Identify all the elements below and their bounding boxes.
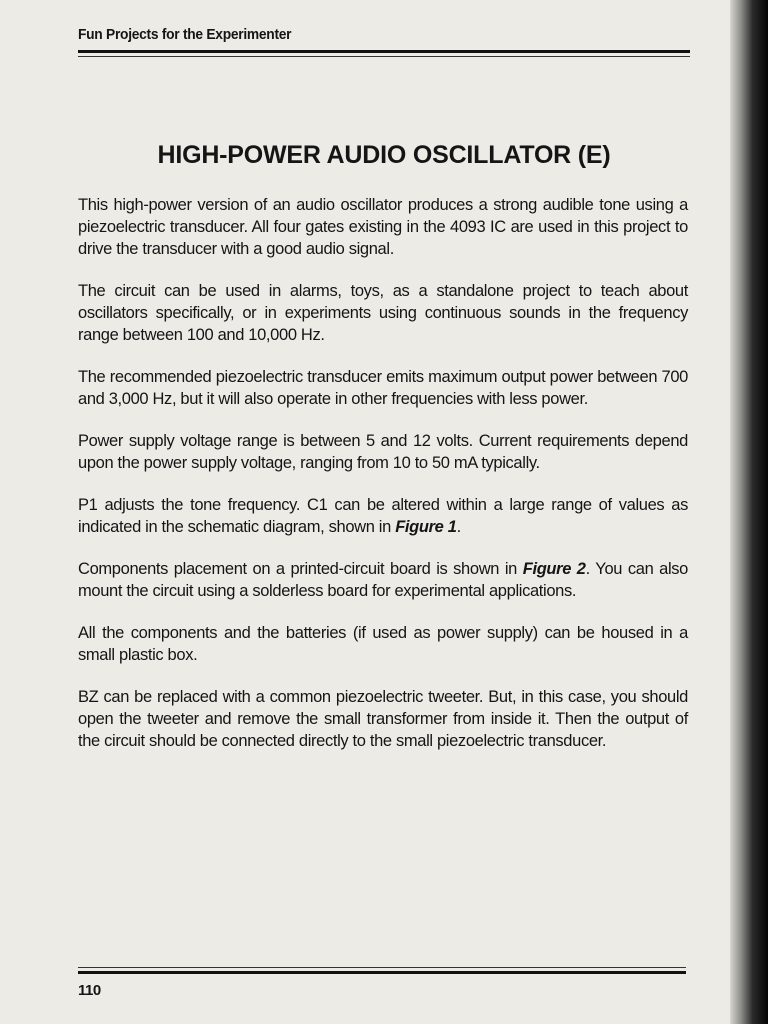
footer-rule-thin — [78, 967, 686, 968]
page-number: 110 — [78, 982, 101, 999]
paragraph-adjustment — [78, 494, 688, 538]
page-edge-shadow — [730, 0, 768, 1024]
paragraph-placement-text: Components placement on a printed-circuit board is shown in — [78, 560, 523, 578]
paragraph-tweeter: BZ can be replaced with a common piezoelectric tweeter. But, in this case, you should open the tweeter and remove the small transformer from inside it. Then the output of the circuit should be connected directly to the small piezoelectric transducer. — [78, 688, 688, 750]
body-text — [78, 194, 688, 772]
paragraph-applications: The circuit can be used in alarms, toys, as a standalone project to teach about oscillators specifically, or in experiments using continuous sounds in the frequency range between 100 and 10,000 Hz. — [78, 282, 688, 344]
paragraph-intro: This high-power version of an audio oscillator produces a strong audible tone using a piezoelectric transducer. All four gates existing in the 4093 IC are used in this project to drive the transducer with a good audio signal. — [78, 196, 688, 258]
paragraph-placement — [78, 558, 688, 602]
paragraph-transducer: The recommended piezoelectric transducer emits maximum output power between 700 and 3,000 Hz, but it will also operate in other frequencies with less power. — [78, 368, 688, 408]
figure-2-reference: Figure 2 — [522, 560, 586, 578]
header-rule-thick — [78, 50, 690, 53]
paragraph-placement-end: . You can also mount the circuit using a solderless board for experimental applications. — [78, 560, 689, 600]
running-header: Fun Projects for the Experimenter — [78, 26, 292, 43]
figure-1-reference: Figure 1 — [395, 518, 457, 536]
paragraph-adjustment-text: P1 adjusts the tone frequency. C1 can be altered within a large range of values as indicated in the schematic diagram, shown in — [78, 496, 688, 536]
page-title: HIGH-POWER AUDIO OSCILLATOR (E) — [157, 141, 611, 169]
paragraph-housing: All the components and the batteries (if used as power supply) can be housed in a small plastic box. — [78, 624, 688, 664]
paragraph-power-supply: Power supply voltage range is between 5 and 12 volts. Current requirements depend upon the power supply voltage, ranging from 10 to 50 mA typically. — [78, 432, 688, 472]
footer-rule-thick — [78, 971, 686, 974]
paragraph-adjustment-end: . — [456, 518, 461, 536]
header-rule-thin — [78, 56, 690, 57]
